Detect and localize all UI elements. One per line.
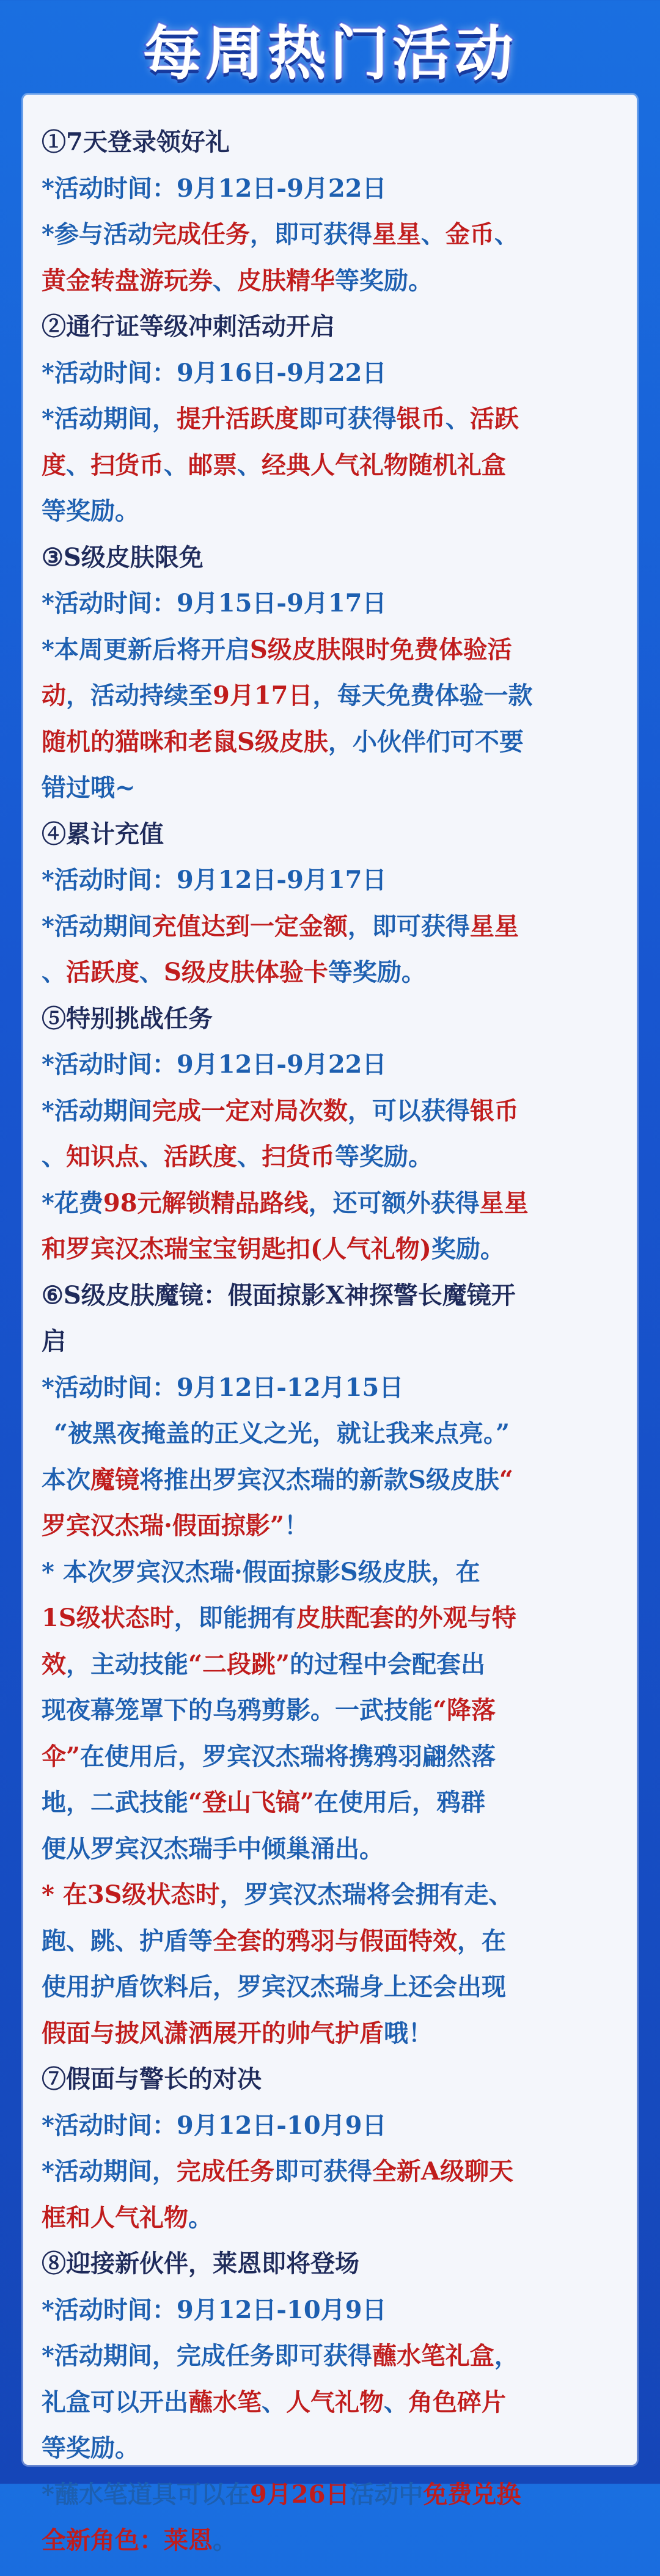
text-segment: 本次	[42, 1465, 90, 1494]
text-line	[42, 1503, 618, 1549]
highlight-text: 完成任务	[152, 220, 250, 249]
highlight-text: “登山飞镐”	[188, 1788, 315, 1817]
text-segment: 、	[66, 450, 90, 480]
highlight-text: 扫货币	[90, 450, 164, 480]
page-title: 每周热门活动	[143, 19, 517, 88]
text-segment: 的过程中会配套出	[290, 1649, 486, 1679]
text-segment: ②通行证等级冲刺活动开启	[42, 312, 335, 341]
text-line	[42, 166, 618, 212]
highlight-text: 9月26日	[249, 2479, 350, 2509]
text-line	[42, 1365, 618, 1411]
section-heading	[42, 1272, 618, 1319]
highlight-text: 9月17日	[213, 681, 313, 710]
highlight-text: 皮肤配套的外观与特	[296, 1604, 516, 1632]
text-segment: *活动时间：9月12日-12月15日	[42, 1373, 404, 1402]
text-segment: *活动期间，完成任务即可获得	[42, 2341, 372, 2370]
highlight-text: 金币	[445, 220, 494, 249]
text-segment: 等奖励。	[42, 2434, 139, 2462]
text-line	[42, 2517, 618, 2564]
text-segment: 等奖励。	[335, 1142, 433, 1171]
text-segment: 、	[237, 450, 262, 480]
text-segment: 启	[42, 1327, 66, 1356]
text-segment: 、	[164, 450, 188, 480]
text-line	[42, 2195, 618, 2241]
text-segment: 、	[494, 220, 519, 249]
text-segment: *活动期间，	[42, 2157, 177, 2186]
highlight-text: 知识点	[66, 1142, 139, 1171]
text-line	[42, 1549, 618, 1596]
text-line	[42, 580, 618, 627]
section-heading	[42, 811, 618, 858]
section-heading	[42, 535, 618, 581]
section-heading	[42, 2056, 618, 2103]
text-segment: *活动时间：9月16日-9月22日	[42, 358, 387, 387]
text-segment: 即可获得	[274, 2157, 372, 2186]
highlight-text: 经典人气礼物随机礼盒	[262, 450, 506, 480]
text-segment: ！	[284, 1511, 309, 1540]
text-segment: 、	[262, 2387, 286, 2417]
text-segment: *活动时间：9月15日-9月17日	[42, 589, 387, 618]
content-panel	[23, 95, 637, 2555]
text-segment: 地，二武技能	[42, 1788, 188, 1817]
activity-list	[23, 95, 637, 2576]
text-line	[42, 258, 618, 304]
text-line	[42, 1134, 618, 1180]
highlight-text: 蘸水笔	[188, 2387, 262, 2417]
highlight-text: 度	[42, 450, 66, 480]
text-segment: 等奖励。	[335, 266, 433, 295]
text-segment: 等奖励。	[328, 958, 426, 987]
highlight-text: 动	[42, 681, 66, 710]
text-segment: *活动时间：9月12日-9月22日	[42, 1050, 387, 1079]
text-segment: *本周更新后将开启	[42, 635, 250, 664]
highlight-text: 黄金转盘游玩券	[42, 266, 213, 295]
text-line	[42, 1734, 618, 1780]
highlight-text: 伞”	[42, 1742, 81, 1771]
text-segment: 使用护盾饮料后，罗宾汉杰瑞身上还会出现	[42, 1972, 506, 2001]
highlight-text: 完成一定对局次数	[152, 1096, 348, 1125]
text-segment: 即可获得	[298, 404, 397, 433]
text-segment: ⑤特别挑战任务	[42, 1004, 213, 1033]
text-segment: *活动时间：9月12日-9月17日	[42, 866, 387, 894]
text-segment: ⑧迎接新伙伴，莱恩即将登场	[42, 2249, 359, 2278]
text-segment: ，每天免费体验一款	[312, 681, 533, 710]
highlight-text: * 在3S级状态时	[42, 1880, 220, 1909]
text-segment: ①7天登录领好礼	[42, 128, 230, 156]
highlight-text: 魔镜	[90, 1465, 139, 1494]
text-line	[42, 1042, 618, 1088]
highlight-text: 效	[42, 1649, 66, 1679]
text-segment: 错过哦~	[42, 773, 136, 802]
text-line	[42, 1687, 618, 1734]
text-segment: *参与活动	[42, 220, 152, 249]
text-segment: “被黑夜掩盖的正义之光，就让我来点亮。”	[54, 1419, 510, 1448]
highlight-text: 扫货币	[262, 1142, 335, 1171]
text-line	[42, 1457, 618, 1503]
text-segment: 、	[420, 220, 446, 249]
text-line	[42, 2425, 618, 2472]
text-segment: 、	[213, 266, 237, 295]
text-line	[42, 1641, 618, 1688]
text-line	[42, 1226, 618, 1272]
text-segment: ，即能拥有	[174, 1604, 296, 1632]
text-segment: 、	[42, 958, 66, 987]
highlight-text: 银币	[396, 404, 446, 433]
text-line	[42, 1872, 618, 1918]
text-segment: 、	[139, 1142, 164, 1171]
highlight-text: 完成任务	[176, 2157, 274, 2186]
text-line	[42, 2333, 618, 2379]
text-line	[42, 1088, 618, 1134]
highlight-text: 活跃	[469, 404, 519, 433]
text-line	[42, 1180, 618, 1227]
text-segment: *活动期间	[42, 1096, 152, 1125]
text-segment: 、	[139, 958, 164, 987]
text-segment: 活动中	[350, 2479, 424, 2509]
text-segment: 。	[213, 2526, 237, 2555]
text-segment: 将推出罗宾汉杰瑞的新款S级皮肤	[139, 1465, 499, 1494]
text-segment: 礼盒可以开出	[42, 2387, 188, 2417]
text-segment: ，即可获得	[249, 220, 372, 249]
text-segment: ，主动技能	[66, 1649, 188, 1679]
highlight-text: 假面与披风潇洒展开的帅气护盾	[42, 2018, 384, 2048]
text-line	[42, 2472, 618, 2518]
text-segment: *蘸水笔道具可以在	[42, 2479, 250, 2509]
text-line	[42, 857, 618, 903]
highlight-text: “降落	[433, 1696, 496, 1724]
text-segment: ，罗宾汉杰瑞将会拥有走、	[219, 1880, 513, 1909]
highlight-text: ”	[270, 1511, 284, 1540]
text-segment: 。	[188, 2203, 213, 2232]
text-line	[42, 396, 618, 442]
text-line	[42, 2287, 618, 2333]
text-line	[42, 673, 618, 719]
text-line	[42, 719, 618, 765]
highlight-text: 和罗宾汉杰瑞宝宝钥匙扣(人气礼物)	[42, 1235, 431, 1263]
text-segment: 在使用后，鸦群	[314, 1788, 486, 1817]
highlight-text: 全新角色：莱恩	[42, 2526, 213, 2555]
text-line	[42, 949, 618, 996]
highlight-text: 提升活跃度	[176, 404, 299, 433]
text-line	[42, 1779, 618, 1826]
highlight-text: 全新A级聊天	[372, 2157, 513, 2186]
highlight-text: 皮肤精华	[237, 266, 335, 295]
highlight-text: “二段跳”	[188, 1649, 290, 1679]
text-line	[42, 627, 618, 673]
text-line	[42, 442, 618, 489]
highlight-text: 免费兑换	[423, 2479, 521, 2509]
highlight-text: 全套的鸦羽与假面特效	[213, 1926, 457, 1955]
highlight-text: 蘸水笔礼盒	[372, 2341, 494, 2370]
text-segment: 现夜幕笼罩下的乌鸦剪影。一武技能	[42, 1696, 433, 1724]
text-segment: ，活动持续至	[66, 681, 213, 710]
highlight-text: 邮票	[188, 450, 237, 480]
section-heading	[42, 119, 618, 166]
section-heading	[42, 304, 618, 350]
text-line	[42, 1918, 618, 1965]
highlight-text: 98元解锁精品路线	[103, 1188, 309, 1217]
section-heading	[42, 996, 618, 1042]
text-segment: * 本次罗宾汉杰瑞·假面掠影S级皮肤，在	[42, 1557, 480, 1586]
highlight-text: 星星	[469, 911, 519, 941]
highlight-text: 角色碎片	[408, 2387, 506, 2417]
text-segment: *活动期间，	[42, 404, 177, 433]
text-segment: ，	[494, 2341, 519, 2370]
text-line	[42, 1826, 618, 1872]
highlight-text: S级皮肤限时免费体验活	[249, 635, 512, 664]
text-segment: *活动期间	[42, 911, 152, 941]
text-segment: ，即可获得	[347, 911, 470, 941]
text-segment: 、	[42, 1142, 66, 1171]
text-segment: 等奖励。	[42, 497, 139, 525]
text-line	[42, 765, 618, 811]
text-segment: *活动时间：9月12日-9月22日	[42, 173, 387, 203]
text-segment: ，还可额外获得	[308, 1188, 480, 1217]
text-line	[42, 2148, 618, 2195]
highlight-text: 罗宾汉杰瑞·假面掠影	[42, 1511, 270, 1540]
text-line	[42, 1410, 618, 1457]
text-segment: 、	[445, 404, 470, 433]
text-segment: 、	[237, 1142, 262, 1171]
text-line	[42, 2103, 618, 2149]
text-segment: ③S级皮肤限免	[42, 542, 204, 572]
text-line	[42, 903, 618, 950]
highlight-text: 活跃度	[164, 1142, 237, 1171]
section-heading	[42, 1318, 618, 1365]
text-segment: ，在	[457, 1926, 506, 1955]
text-segment: ⑥S级皮肤魔镜：假面掠影X神探警长魔镜开	[42, 1280, 516, 1310]
text-line	[42, 488, 618, 535]
section-heading	[42, 2241, 618, 2287]
highlight-text: 星星	[479, 1188, 529, 1217]
text-segment: *活动时间：9月12日-10月9日	[42, 2295, 387, 2324]
highlight-text: S级皮肤体验卡	[164, 958, 328, 987]
text-segment: 便从罗宾汉杰瑞手中倾巢涌出。	[42, 1834, 384, 1863]
text-segment: 奖励。	[431, 1235, 505, 1263]
highlight-text: 框和人气礼物	[42, 2203, 188, 2232]
text-segment: *花费	[42, 1188, 103, 1217]
title-banner	[0, 0, 660, 98]
text-segment: ④累计充值	[42, 819, 164, 848]
text-segment: 在使用后，罗宾汉杰瑞将携鸦羽翩然落	[80, 1742, 496, 1771]
text-segment: ，小伙伴们可不要	[328, 727, 524, 756]
highlight-text: 随机的猫咪和老鼠S级皮肤	[42, 727, 328, 756]
highlight-text: 1S级状态时	[42, 1604, 174, 1632]
text-line	[42, 1964, 618, 2010]
highlight-text: 充值达到一定金额	[152, 911, 348, 941]
highlight-text: 星星	[372, 220, 421, 249]
text-line	[42, 2010, 618, 2057]
highlight-text: 人气礼物	[286, 2387, 384, 2417]
highlight-text: “	[499, 1465, 513, 1494]
text-line	[42, 1595, 618, 1641]
text-segment: ，可以获得	[347, 1096, 470, 1125]
highlight-text: 活跃度	[66, 958, 139, 987]
highlight-text: 银币	[469, 1096, 519, 1125]
text-segment: 跑、跳、护盾等	[42, 1926, 213, 1955]
text-segment: *活动时间：9月12日-10月9日	[42, 2111, 387, 2140]
text-line	[42, 2379, 618, 2426]
text-line	[42, 350, 618, 396]
text-line	[42, 211, 618, 258]
text-segment: ⑦假面与警长的对决	[42, 2065, 262, 2093]
text-segment: 、	[384, 2387, 408, 2417]
text-segment: 哦！	[384, 2018, 433, 2048]
